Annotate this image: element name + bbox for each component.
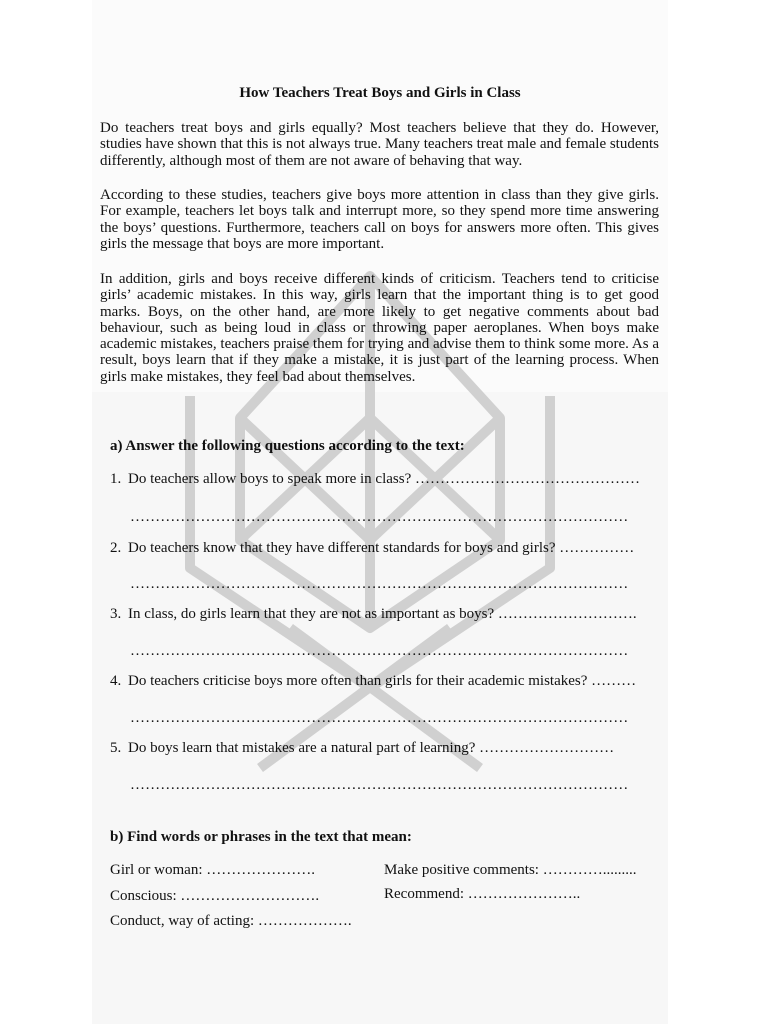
answer-line-4: ……………………………………………………………………………………… bbox=[130, 710, 629, 726]
answer-line-1: ……………………………………………………………………………………… bbox=[130, 509, 629, 525]
vocab-item-conscious: Conscious: ………………………. bbox=[110, 888, 320, 904]
question-5 bbox=[110, 740, 614, 757]
paragraph-3: In addition, girls and boys receive different kinds of criticism. Teachers tend to criticise girls’ academic mistakes. In this way, girls learn that the important thing is to get good marks. Boys, on the other hand, are more likely to get negative comments about bad behaviour, such as being loud in class or throwing paper aeroplanes. When boys make academic mistakes, teachers praise them for trying and advise them to think some more. As a result, boys learn that if they make a mistake, it is just part of the learning process. When girls make mistakes, they feel bad about themselves. bbox=[100, 271, 659, 385]
vocab-item-girl-or-woman: Girl or woman: …………………. bbox=[110, 862, 315, 878]
paragraph-1: Do teachers treat boys and girls equally? Most teachers believe that they do. However, studies have shown that this is not always true. Many teachers treat male and female students differently, although most of them are not aware of behaving that way. bbox=[100, 120, 660, 169]
question-text: Do teachers allow boys to speak more in class? ……………………………………… bbox=[128, 471, 640, 487]
page-title: How Teachers Treat Boys and Girls in Class bbox=[239, 85, 521, 101]
answer-line-5: ……………………………………………………………………………………… bbox=[130, 777, 629, 793]
vocab-item-conduct: Conduct, way of acting: ………………. bbox=[110, 913, 352, 929]
question-number: 4. bbox=[110, 673, 122, 689]
question-2 bbox=[110, 540, 634, 557]
question-number: 1. bbox=[110, 471, 122, 487]
question-number: 3. bbox=[110, 606, 122, 622]
answer-line-3: ……………………………………………………………………………………… bbox=[130, 643, 629, 659]
section-b-heading: b) Find words or phrases in the text that mean: bbox=[110, 829, 412, 845]
vocab-item-recommend: Recommend: ………………….. bbox=[384, 886, 581, 902]
question-number: 5. bbox=[110, 740, 122, 756]
question-text: Do teachers know that they have different standards for boys and girls? …………… bbox=[128, 540, 635, 556]
question-3 bbox=[110, 606, 637, 623]
question-4 bbox=[110, 673, 636, 690]
question-text: Do boys learn that mistakes are a natural part of learning? ……………………… bbox=[128, 740, 615, 756]
vocab-item-make-positive-comments: Make positive comments: …………......... bbox=[384, 862, 637, 878]
question-text: Do teachers criticise boys more often than girls for their academic mistakes? ……… bbox=[128, 673, 637, 689]
answer-line-2: ……………………………………………………………………………………… bbox=[130, 576, 629, 592]
question-text: In class, do girls learn that they are not as important as boys? ………………………. bbox=[128, 606, 637, 622]
paragraph-2: According to these studies, teachers give boys more attention in class than they give girls. For example, teachers let boys talk and interrupt more, so they spend more time answering the boys’ questions. Furthermore, teachers call on boys for answers more often. This gives girls the message that boys are more important. bbox=[100, 187, 659, 252]
section-a-heading: a) Answer the following questions according to the text: bbox=[110, 438, 465, 454]
question-number: 2. bbox=[110, 540, 122, 556]
question-1 bbox=[110, 471, 640, 488]
